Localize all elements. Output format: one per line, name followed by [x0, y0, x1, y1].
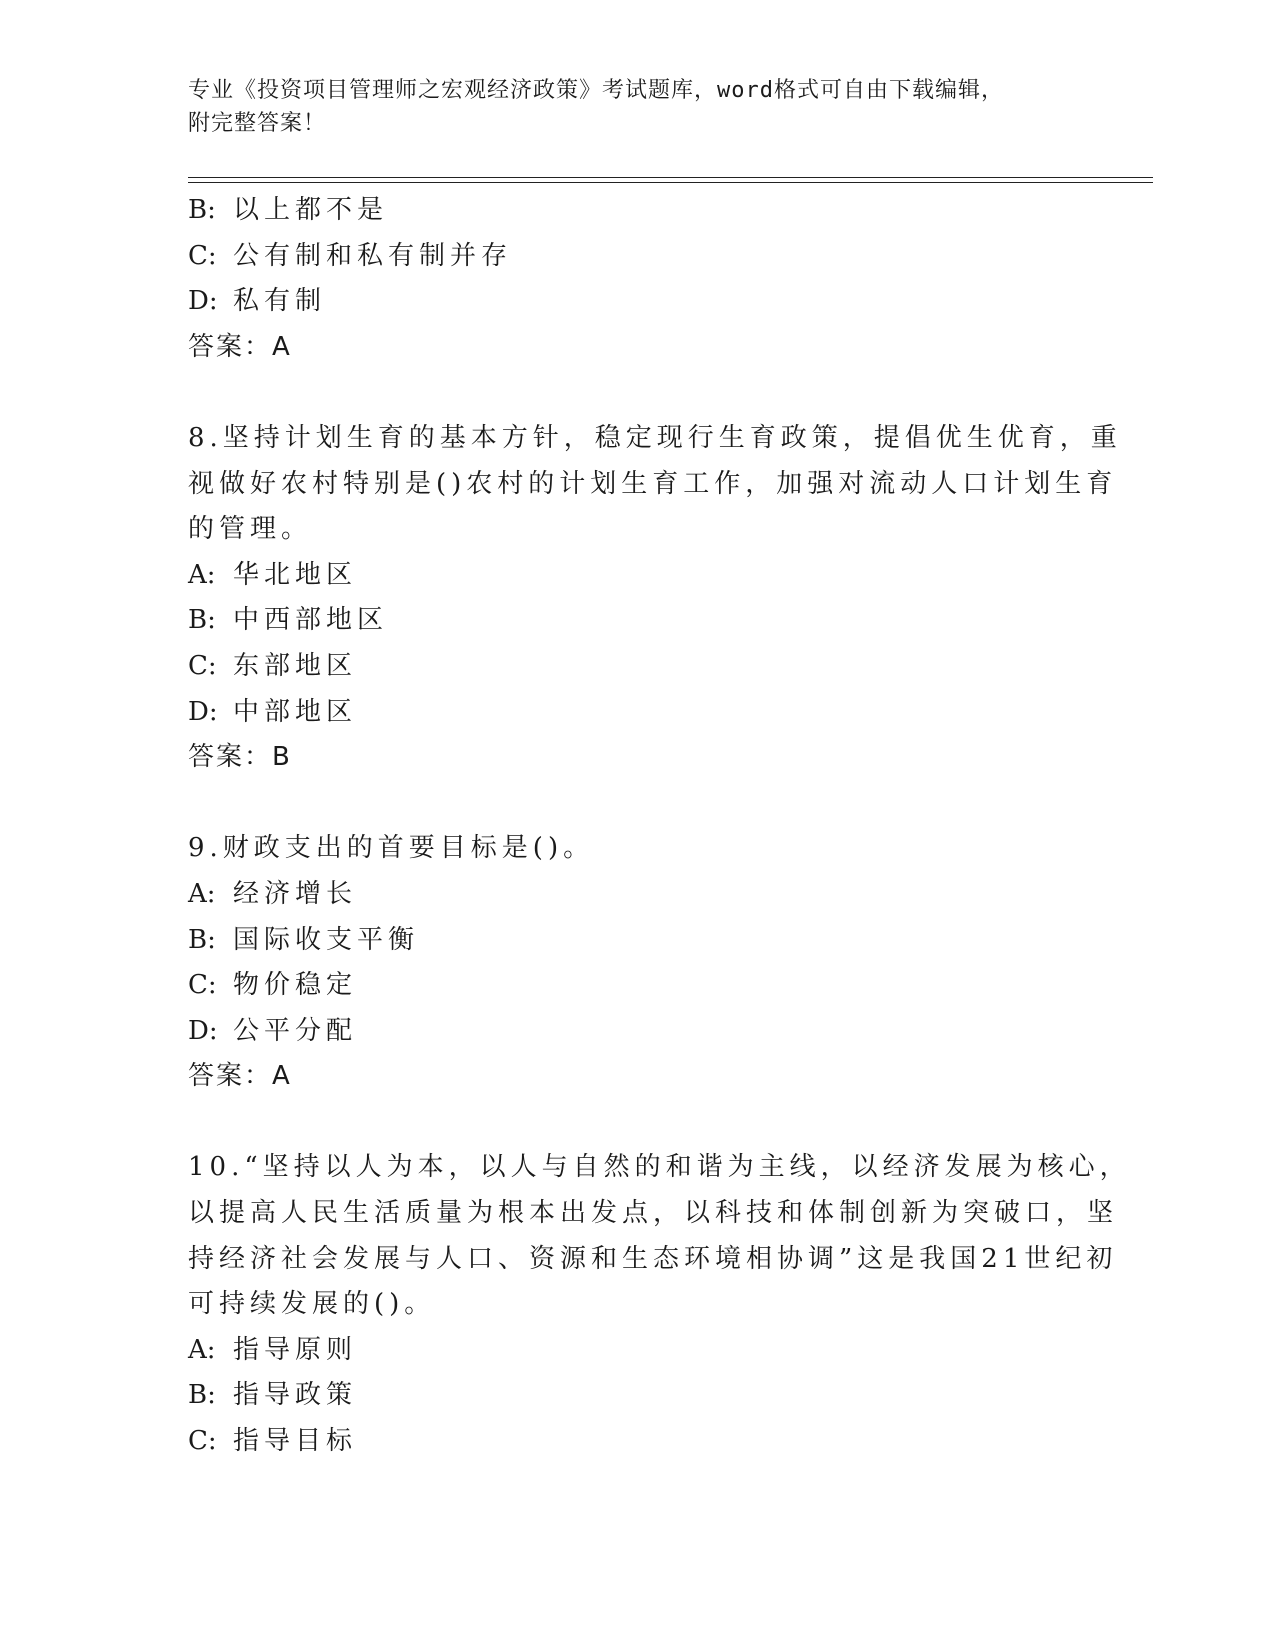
option-a — [188, 872, 1088, 918]
question-stem-line: 8.坚持计划生育的基本方针，稳定现行生育政策，提倡优生优育，重 — [188, 422, 1122, 453]
answer-line: 答案：A — [188, 331, 292, 362]
option-label: A: — [188, 1334, 216, 1365]
option-text: 公平分配 — [233, 1015, 358, 1046]
question-stem-line: 视做好农村特别是()农村的计划生育工作，加强对流动人口计划生育 — [188, 468, 1118, 499]
option-label: B: — [188, 924, 216, 955]
option-c — [188, 234, 1088, 280]
question-7 — [188, 188, 1088, 370]
option-b — [188, 918, 1088, 964]
option-label: D: — [188, 1015, 218, 1046]
option-text: 指导目标 — [233, 1426, 358, 1457]
option-text: 中部地区 — [233, 696, 358, 727]
header-line-2: 附完整答案！ — [188, 111, 327, 136]
option-text: 物价稳定 — [233, 970, 358, 1001]
header-line-1: 专业《投资项目管理师之宏观经济政策》考试题库，word格式可自由下载编辑， — [188, 78, 1004, 103]
option-label: C: — [188, 1426, 217, 1457]
option-text: 私有制 — [233, 286, 327, 317]
question-stem-line: 的管理。 — [188, 514, 313, 545]
answer-line: 答案：B — [188, 742, 292, 773]
option-b — [188, 598, 1088, 644]
header-divider-top — [188, 177, 1153, 178]
option-c — [188, 1419, 1088, 1465]
question-stem-line: 9.财政支出的首要目标是()。 — [188, 833, 595, 864]
answer-line: 答案：A — [188, 1061, 292, 1092]
option-text: 国际收支平衡 — [233, 924, 420, 955]
option-b — [188, 1373, 1088, 1419]
option-text: 经济增长 — [233, 878, 358, 909]
question-9 — [188, 826, 1088, 1100]
option-label: A: — [188, 878, 216, 909]
option-d — [188, 690, 1088, 736]
option-a — [188, 1328, 1088, 1374]
question-stem-line: 持经济社会发展与人口、资源和生态环境相协调”这是我国21世纪初 — [188, 1243, 1118, 1274]
spacer — [188, 1100, 1088, 1146]
option-text: 东部地区 — [233, 650, 358, 681]
option-d — [188, 279, 1088, 325]
spacer — [188, 370, 1088, 416]
option-label: C: — [188, 650, 217, 681]
option-c — [188, 963, 1088, 1009]
option-label: B: — [188, 605, 216, 636]
option-label: B: — [188, 195, 216, 225]
question-8 — [188, 416, 1122, 781]
option-label: D: — [188, 696, 218, 727]
option-d — [188, 1009, 1088, 1055]
option-text: 以上都不是 — [233, 195, 389, 225]
option-c — [188, 644, 1088, 690]
question-10 — [188, 1145, 1131, 1464]
option-b — [188, 188, 1088, 234]
option-a — [188, 553, 1088, 599]
question-stem-line: 以提高人民生活质量为根本出发点，以科技和体制创新为突破口，坚 — [188, 1198, 1119, 1229]
document-header — [188, 74, 1068, 140]
option-text: 中西部地区 — [233, 605, 389, 636]
option-label: D: — [188, 286, 218, 317]
option-text: 公有制和私有制并存 — [233, 240, 513, 271]
question-stem-line: 10.“坚持以人为本，以人与自然的和谐为主线，以经济发展为核心， — [188, 1152, 1131, 1183]
option-label: C: — [188, 970, 217, 1001]
option-text: 华北地区 — [233, 559, 358, 590]
option-label: A: — [188, 559, 216, 590]
question-list — [188, 188, 1131, 1465]
question-stem-line: 可持续发展的()。 — [188, 1289, 436, 1320]
option-label: B: — [188, 1380, 216, 1411]
option-label: C: — [188, 240, 217, 271]
header-divider-bottom — [188, 182, 1153, 183]
option-text: 指导原则 — [233, 1334, 358, 1365]
spacer — [188, 781, 1088, 827]
option-text: 指导政策 — [233, 1380, 358, 1411]
